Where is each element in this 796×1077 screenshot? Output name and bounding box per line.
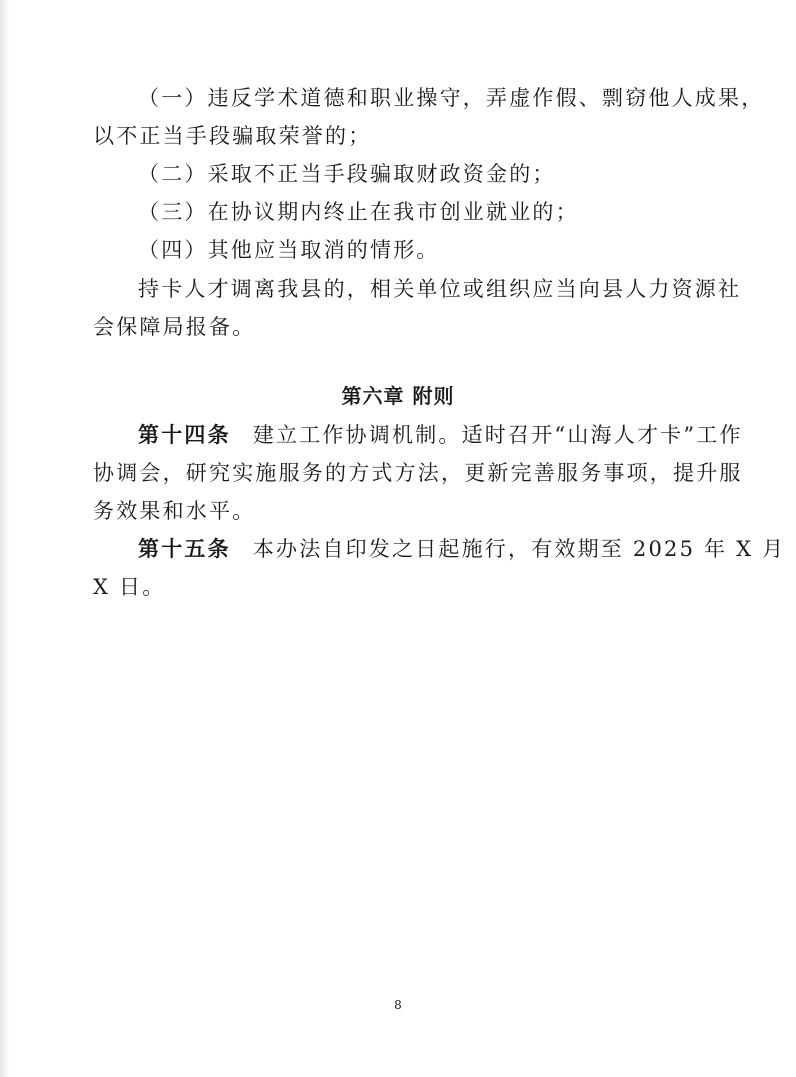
article-14-text-1: 建立工作协调机制。适时召开“山海人才卡”工作: [252, 423, 743, 447]
item-2: （二）采取不正当手段骗取财政资金的；: [138, 162, 556, 186]
article-15-line-2: X 日。: [93, 575, 166, 599]
article-15-line-1: [138, 537, 785, 561]
article-15-text-1: 本办法自印发之日起施行，有效期至 2025 年 X 月: [252, 537, 786, 561]
article-14-label: 第十四条: [138, 423, 231, 447]
transfer-para-line-2: 会保障局报备。: [93, 315, 256, 339]
article-14-line-1: [138, 423, 743, 447]
item-3: （三）在协议期内终止在我市创业就业的；: [138, 200, 579, 224]
item-1-line-1: （一）违反学术道德和职业操守，弄虚作假、剽窃他人成果，: [138, 86, 765, 110]
article-14-line-2: 协调会，研究实施服务的方式方法，更新完善服务事项，提升服: [93, 461, 743, 485]
chapter-heading: 第六章 附则: [341, 384, 455, 408]
article-14-line-3: 务效果和水平。: [93, 499, 256, 523]
item-4: （四）其他应当取消的情形。: [138, 238, 440, 262]
transfer-para-line-1: 持卡人才调离我县的，相关单位或组织应当向县人力资源社: [138, 277, 742, 301]
article-15-label: 第十五条: [138, 537, 231, 561]
item-1-line-2: 以不正当手段骗取荣誉的；: [93, 124, 372, 148]
page-number: 8: [394, 998, 402, 1012]
